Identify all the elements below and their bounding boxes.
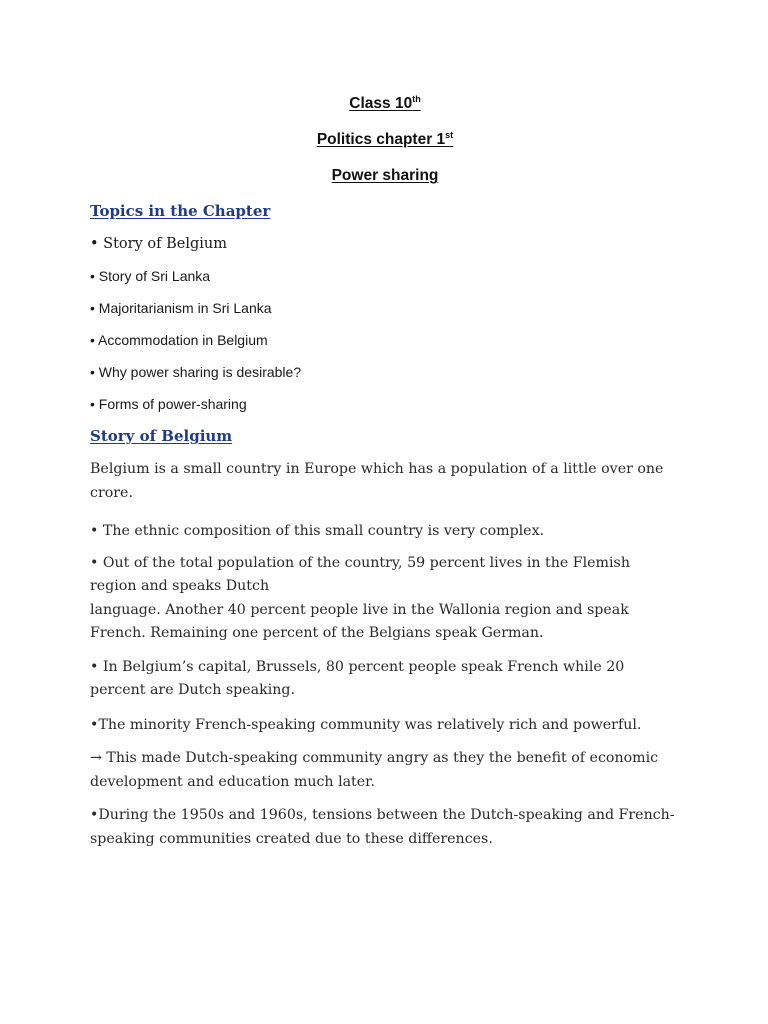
list-item: • Forms of power-sharing (90, 396, 247, 412)
belgium-intro: Belgium is a small country in Europe which has a population of a little over one crore. (90, 461, 664, 501)
list-item: • Majoritarianism in Sri Lanka (90, 300, 272, 316)
paragraph: • In Belgium’s capital, Brussels, 80 percent people speak French while 20 percent are Dutch speaking. (90, 658, 625, 698)
list-item: • Story of Belgium (90, 236, 227, 252)
chapter-title-superscript: st (445, 130, 454, 140)
belgium-heading: Story of Belgium (90, 427, 233, 445)
topics-heading: Topics in the Chapter (90, 202, 271, 220)
list-item: • Accommodation in Belgium (90, 332, 268, 348)
paragraph: → This made Dutch-speaking community angry as they the benefit of economic development and education much later. (90, 750, 659, 790)
chapter-title: Politics chapter 1st (316, 130, 454, 148)
topic-title: Power sharing (331, 167, 439, 184)
list-item: • Why power sharing is desirable? (90, 364, 302, 380)
document-page (90, 92, 680, 851)
paragraph: • Out of the total population of the country, 59 percent lives in the Flemish region and speaks Dutch (90, 554, 630, 594)
list-item: • Story of Sri Lanka (90, 268, 211, 284)
paragraph: •The minority French-speaking community was relatively rich and powerful. (90, 716, 642, 733)
class-title: Class 10th (349, 94, 421, 112)
topics-list (90, 234, 680, 414)
paragraph: language. Another 40 percent people live in the Wallonia region and speak French. Remaining one percent of the Belgians speak German. (90, 601, 629, 641)
paragraph: • The ethnic composition of this small country is very complex. (90, 523, 545, 539)
paragraph: •During the 1950s and 1960s, tensions between the Dutch-speaking and French-speaking communities created due to these differences. (90, 807, 675, 847)
class-title-superscript: th (412, 94, 421, 104)
